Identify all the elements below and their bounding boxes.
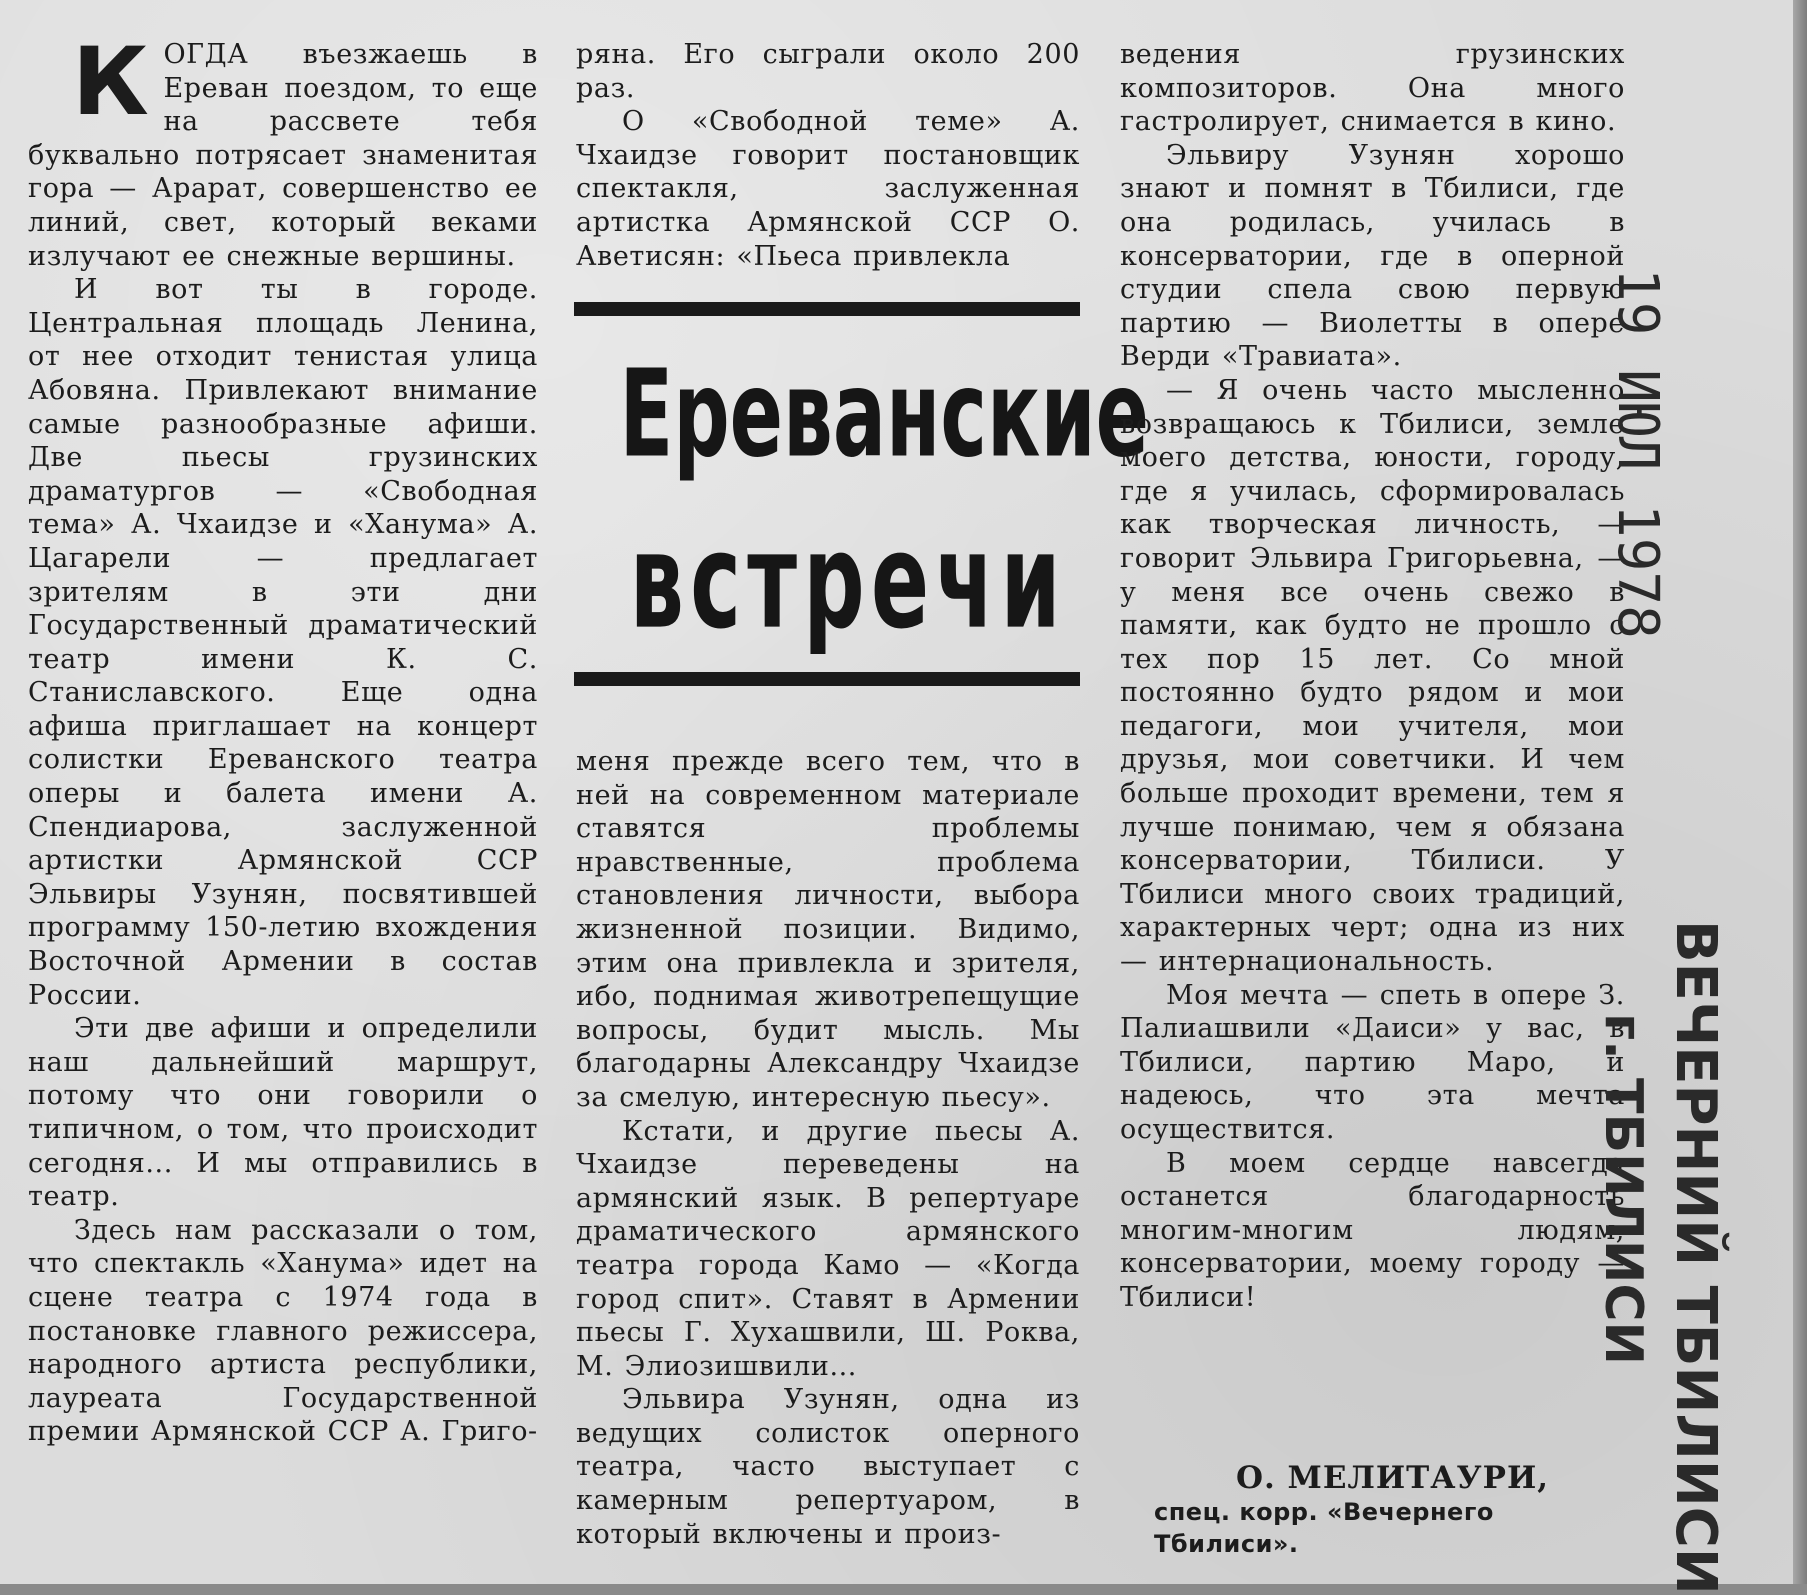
headline-block <box>574 302 1150 696</box>
headline-rule-top <box>574 302 1080 316</box>
paragraph: Эльвира Узунян, одна из ведущих солисток оперного театра, часто выступает с камерным репертуаром, в который включены и произ- <box>576 1384 1080 1550</box>
paragraph: И вот ты в городе. Центральная площадь Ленина, от нее отходит тенистая улица Абовяна. Привлекают внимание самые разнообразные афиши. Две пьесы грузинских драматургов — «Свободная тема» А. Чхаидзе и «Ханума» А. Цагарели — предлагает зрителям в эти дни Государственный драматический театр имени К. С. Станиславского. Еще одна афиша приглашает на концерт солистки Ереванского театра оперы и балета имени А. Спендиарова, заслуженной артистки Армянской ССР Эльвиры Узунян, посвятившей программу 150-летию вхождения Восточной Армении в состав России. <box>28 274 538 1011</box>
city-stamp: г. ТБИЛИСИ <box>1593 1013 1653 1366</box>
paragraph: Кстати, и другие пьесы А. Чхаидзе переведены на армянский язык. В репертуаре драматического армянского театра города Камо — «Когда город спит». Ставят в Армении пьесы Г. Хухашвили, Ш. Роква, М. Элиозишвили... <box>576 1115 1080 1382</box>
author-name: О. МЕЛИТАУРИ, <box>1235 1460 1550 1496</box>
paragraph: Эльвиру Узунян хорошо знают и помнят в Тбилиси, где она родилась, училась в консерватории, где в оперной студии спела свою первую партию — Виолетты в опере Верди «Травиата». <box>1120 139 1625 373</box>
newspaper-name-stamp: ВЕЧЕРНИЙ ТБИЛИСИ <box>1663 920 1728 1595</box>
headline-line-2: встречи <box>629 504 1067 658</box>
author-role: спец. корр. «Вечернего Тбилиси». <box>1154 1498 1494 1558</box>
article-column-2 <box>576 38 1150 1551</box>
paragraph: — Я очень часто мысленно возвращаюсь к Тбилиси, земле моего детства, юности, городу, где я училась, сформировалась как творческая личность, — говорит Эльвира Григорьевна, — у меня все очень свежо в памяти, как будто не прошло с тех пор 15 лет. Со мной постоянно будто рядом и мои педагоги, мои учителя, мои друзья, мои советчики. И чем больше проходит времени, тем я лучше понимаю, чем я обязана консерватории, Тбилиси. У Тбилиси много своих традиций, характерных черт; одна из них — интернациональность. <box>1120 374 1625 978</box>
paragraph: ведения грузинских композиторов. Она много гастролирует, снимается в кино. <box>1120 39 1625 138</box>
headline-rule-bottom <box>574 672 1080 686</box>
paragraph: О «Свободной теме» А. Чхаидзе говорит постановщик спектакля, заслуженная артистка Армянской ССР О. Аветисян: «Пьеса привлекла <box>576 106 1080 272</box>
paragraph: Эти две афиши и определили наш дальнейший маршрут, потому что они говорили о типичном, о том, что происходит сегодня... И мы отправились в театр. <box>28 1013 538 1213</box>
paragraph: Здесь нам рассказали о том, что спектакль «Ханума» идет на сцене театра с 1974 года в постановке главного режиссера, народного артиста республики, лауреата Государственной премии Армянской ССР А. Григо- <box>28 1214 538 1448</box>
column-2-top <box>576 38 1080 293</box>
article-column-3 <box>1120 38 1625 1315</box>
clipping-edge <box>1793 0 1807 1584</box>
paragraph: меня прежде всего тем, что в ней на современном материале ставятся проблемы нравственные, проблема становления личности, выбора жизненной позиции. Видимо, этим она привлекла и зрителя, ибо, поднимая животрепещущие вопросы, будит мысль. Мы благодарны Александру Чхаидзе за смелую, интересную пьесу». <box>576 746 1080 1113</box>
article-column-1 <box>28 28 538 1449</box>
paragraph: Моя мечта — спеть в опере З. Палиашвили «Даиси» у вас, в Тбилиси, партию Маро, и надеюсь, что эта мечта осуществится. <box>1120 979 1625 1145</box>
drop-cap: К <box>72 28 150 137</box>
headline-line-1: Ереванские <box>619 344 1150 484</box>
author-signature <box>1120 1460 1625 1560</box>
column-2-bottom <box>576 745 1080 1551</box>
paragraph: В моем сердце навсегда останется благодарность многим-многим людям, консерватории, моему городу — Тбилиси! <box>1120 1147 1625 1313</box>
paragraph: ряна. Его сыграли около 200 раз. <box>576 39 1080 104</box>
date-stamp: 19 ИЮЛ 1978 <box>1605 268 1670 639</box>
paragraph: ОГДА въезжаешь в Ереван поездом, то еще на рассвете тебя буквально потрясает знаменитая гора — Арарат, совершенство ее линий, свет, который веками излучают ее снежные вершины. <box>28 39 538 272</box>
